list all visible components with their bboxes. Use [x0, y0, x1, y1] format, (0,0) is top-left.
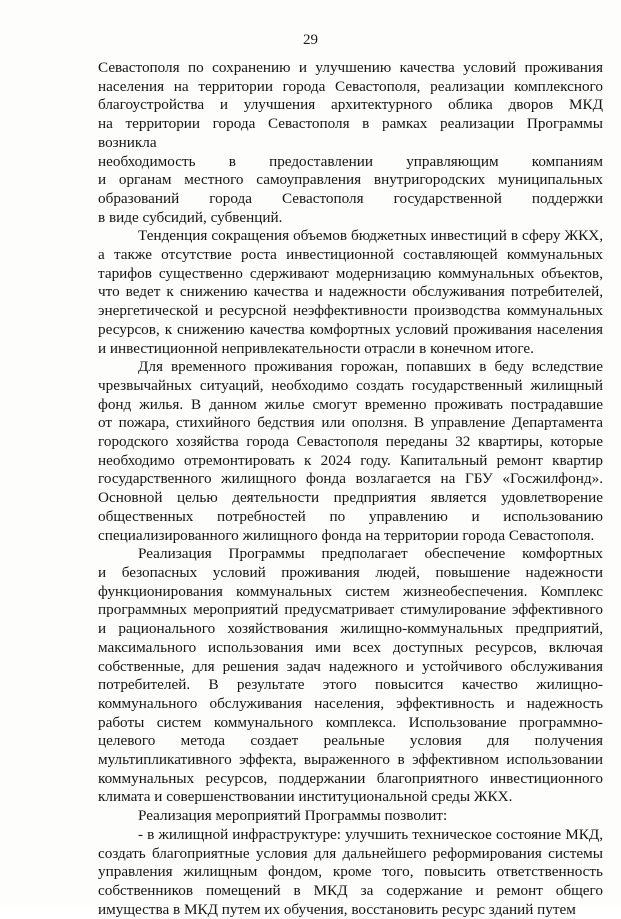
text-line: и рационального хозяйствования жилищно-коммунальных предприятий,: [98, 620, 603, 638]
text-line: и органам местного самоуправления внутригородских муниципальных: [98, 171, 603, 189]
text-line: коммунальных ресурсов, поддержании благоприятного инвестиционного: [98, 769, 603, 787]
text-line: городского хозяйства города Севастополя переданы 32 квартиры, которые: [98, 433, 603, 451]
text-line: максимального использования ими всех доступных ресурсов, включая: [98, 638, 603, 656]
text-line: функционирования коммунальных систем жизнеобеспечения. Комплекс: [98, 582, 603, 600]
paragraph: [98, 826, 603, 919]
text-line: населения на территории города Севастополя, реализации комплексного: [98, 77, 603, 95]
text-line: мультипликативного эффекта, выраженного в эффективном использовании: [98, 751, 603, 769]
paragraph: [98, 807, 603, 826]
text-line: чрезвычайных ситуаций, необходимо создать государственный жилищный: [98, 376, 603, 394]
paragraph: [98, 227, 603, 358]
paragraph: [98, 358, 603, 545]
text-line: в виде субсидий, субвенций.: [98, 208, 283, 226]
text-line: необходимо отремонтировать к 2024 году. Капитальный ремонт квартир: [98, 451, 603, 469]
text-line: собственные, для решения задач надежного и устойчивого обслуживания: [98, 657, 603, 675]
text-line: что ведет к снижению качества и надежности обслуживания потребителей,: [98, 283, 603, 301]
text-line: специализированного жилищного фонда на территории города Севастополя.: [98, 526, 595, 544]
text-line: управления жилищным фондом, кроме того, повысить ответственность: [98, 863, 603, 881]
text-line: Тенденция сокращения объемов бюджетных инвестиций в сферу ЖКХ,: [138, 227, 603, 245]
text-line: собственников помещений в МКД за содержание и ремонт общего: [98, 881, 603, 899]
text-line: климата и совершенствовании институциональной среды ЖКХ.: [98, 788, 513, 806]
text-line: Реализация мероприятий Программы позволит:: [138, 807, 448, 825]
document-body: [98, 59, 603, 919]
text-line: создать благоприятные условия для дальнейшего реформирования системы: [98, 844, 603, 862]
text-line: Севастополя по сохранению и улучшению качества условий проживания: [98, 59, 603, 76]
text-line: общественных потребностей по управлению и использованию: [98, 507, 603, 525]
paragraph: [98, 545, 603, 807]
text-line: и инвестиционной непривлекательности отрасли в конечном итоге.: [98, 339, 534, 357]
text-line: имущества в МКД путем их обучения, восстановить ресурс зданий путем: [98, 900, 576, 918]
paragraph: [98, 59, 603, 227]
text-line: от пожара, стихийного бедствия или оползня. В управление Департамента: [98, 414, 603, 432]
text-line: образований города Севастополя государственной поддержки: [98, 189, 603, 207]
text-line: потребителей. В результате этого повысится качество жилищно-: [98, 676, 603, 694]
text-line: коммунального обслуживания населения, эффективность и надежность: [98, 694, 603, 712]
text-line: работы систем коммунального комплекса. Использование программно-: [98, 713, 603, 731]
text-line: государственного жилищного фонда возлагается на ГБУ «Госжилфонд».: [98, 470, 603, 488]
page-number: 29: [303, 32, 318, 48]
text-line: Реализация Программы предполагает обеспечение комфортных: [138, 545, 603, 563]
text-line: необходимость в предоставлении управляющим компаниям: [98, 152, 603, 170]
text-line: фонд жилья. В данном жилье смогут временно проживать пострадавшие: [98, 395, 603, 413]
text-line: благоустройства и улучшения архитектурного облика дворов МКД: [98, 96, 603, 114]
text-line: - в жилищной инфраструктуре: улучшить техническое состояние МКД,: [138, 825, 603, 843]
text-line: ресурсов, к снижению качества комфортных условий проживания населения: [98, 320, 603, 338]
text-line: программных мероприятий предусматривает стимулирование эффективного: [98, 601, 603, 619]
text-line: энергетической и ресурсной неэффективности производства коммунальных: [98, 302, 603, 320]
text-line: Основной целью деятельности предприятия является удовлетворение: [98, 489, 603, 507]
text-line: и безопасных условий проживания людей, повышение надежности: [98, 563, 603, 581]
text-line: Для временного проживания горожан, попавших в беду вследствие: [138, 358, 603, 376]
text-line: целевого метода создает реальные условия для получения: [98, 732, 603, 750]
text-line: а также отсутствие роста инвестиционной составляющей коммунальных: [98, 246, 603, 264]
text-line: на территории города Севастополя в рамках реализации Программы возникла: [98, 115, 603, 151]
text-line: тарифов существенно сдерживают модернизацию коммунальных объектов,: [98, 264, 603, 282]
